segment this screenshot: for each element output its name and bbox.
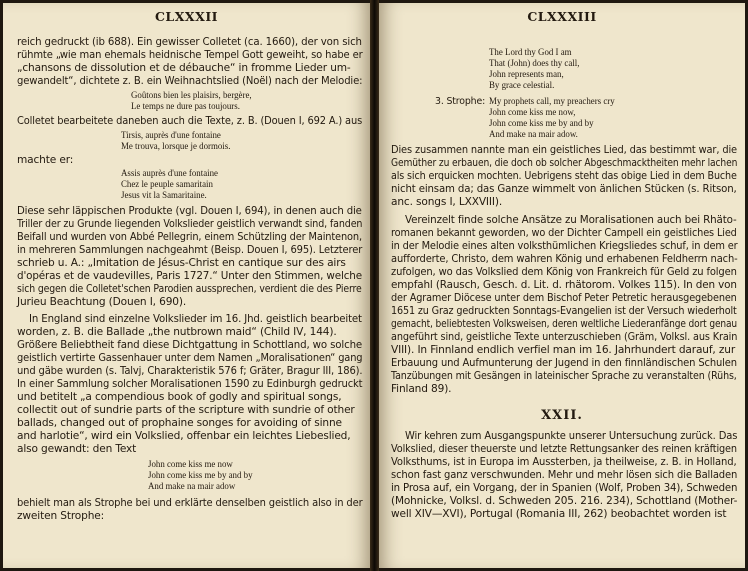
- text-line: nicht einsam da; das Ganze wimmelt von änlichen Stücken (s. Ritson,: [391, 183, 737, 195]
- verse-line: And make na mair adow.: [489, 129, 578, 139]
- text-line: romanen bekannt geworden, wo der Dichter Campell ein geistliches Lied: [391, 227, 737, 239]
- left-page-number: CLXXXII: [154, 9, 219, 24]
- text-line: and harlotie“, wird ein Volkslied, offenbar ein leichtes Liebeslied,: [17, 430, 351, 442]
- text-line: machte er:: [17, 154, 74, 166]
- verse-line: By grace celestial.: [489, 80, 555, 90]
- text-line: collectit out of sundrie parts of the scripture with sundrie of other: [17, 404, 355, 416]
- section-heading: XXII.: [541, 408, 583, 423]
- text-line: VIII). In Finnland endlich verfiel man im 16. Jahrhundert darauf, zur: [391, 344, 736, 356]
- verse-line: Le temps ne dure pas toujours.: [131, 101, 240, 111]
- text-line: sich gegen die Colletet'schen Parodien aussprechen, verdient die des Pierre: [17, 283, 362, 295]
- text-line: und betitelt „a compendious book of godly and spiritual songs,: [17, 391, 342, 403]
- text-line: behielt man als Strophe bei und erklärte denselben geistlich also in der: [17, 497, 363, 509]
- right-page-number: CLXXXIII: [527, 9, 597, 24]
- text-line: der Agramer Diöcese unter dem Bischof Peter Petretic herausgegebenen: [391, 292, 737, 304]
- verse-line: And make na mair adow: [148, 481, 236, 491]
- text-line: Gemüther zu erbauen, die doch ob solcher Abgeschmacktheiten mehr lachen: [391, 157, 738, 169]
- text-line: Vereinzelt finde solche Ansätze zu Moralisationen auch bei Rhäto-: [405, 214, 737, 226]
- verse-line: John come kiss me now,: [489, 107, 576, 117]
- text-line: Größere Beliebtheit fand diese Dichtgattung in Schottland, wo solche: [17, 339, 363, 351]
- text-line: (Mohnicke, Volksl. d. Schweden 205. 216. 234), Schottland (Mother-: [391, 495, 738, 507]
- text-line: Tanzübungen mit Gesängen in lateinischer Sprache zu veranstalten (Rühs,: [391, 370, 737, 382]
- verse-line: John come kiss me now: [148, 459, 233, 469]
- text-line: Diese sehr läppischen Produkte (vgl. Douen I, 694), in denen auch die: [17, 205, 362, 217]
- strophe-label: 3. Strophe:: [435, 96, 486, 107]
- text-line: Dies zusammen nannte man ein geistliches Lied, das bestimmt war, die: [391, 144, 737, 156]
- text-line: In einer Sammlung solcher Moralisationen 1590 zu Edinburgh gedruckt: [17, 378, 363, 390]
- verse-line: The Lord thy God I am: [489, 47, 572, 57]
- text-line: zufolgen, wo das Volkslied dem König von Frankreich für Geld zu folgen: [391, 266, 737, 278]
- text-line: in der Melodie eines alten volksthümlichen Kriegsliedes schuf, in dem er: [391, 240, 738, 252]
- text-line: anc. songs I, LXXVIII).: [391, 196, 503, 208]
- text-line: „chansons de dissolution et de débauche“ in fromme Lieder um-: [17, 62, 351, 74]
- text-line: Erbauung und Aufmunterung der Jugend in den finnländischen Schulen: [391, 357, 737, 369]
- text-line: Triller der zu Grunde liegenden Volkslieder geistlich verwandt sind, fanden: [17, 218, 363, 230]
- text-line: gemacht, beliebtesten Volksweisen, deren weltliche Liederanfänge dort genau: [391, 318, 738, 330]
- text-line: also gewandt: den Text: [17, 443, 137, 455]
- text-line: in Prosa auf, ein Vorgang, der in Spanien (Wolf, Proben 34), Schweden: [391, 482, 738, 494]
- text-line: ballads, changed out of prophaine songes for avoiding of sinne: [17, 417, 342, 429]
- text-line: rühmte „wie man ehemals heidnische Tempel Gott geweiht, so habe er: [17, 49, 363, 61]
- text-line: Beifall und wurden von Abbé Pellegrin, einem Schützling der Maintenon,: [17, 231, 362, 243]
- text-line: Jurieu Beachtung (Douen I, 690).: [17, 296, 187, 308]
- text-line: Volksthums, ist in Europa im Aussterben, ja theilweise, z. B. in Holland,: [391, 456, 737, 468]
- text-line: angeführt sind, geistliche Texte unterzuschieben (Gräm, Volksl. aus Krain: [391, 331, 738, 343]
- text-line: aufforderte, Christo, dem wahren König und erhabenen Feldherrn nach-: [391, 253, 738, 265]
- text-line: schon fast ganz verschwunden. Mehr und mehr lösen sich die Balladen: [391, 469, 738, 481]
- verse-line: Chez le peuple samaritain: [121, 179, 213, 189]
- verse-line: Jesus vit la Samaritaine.: [121, 190, 207, 200]
- text-line: Colletet bearbeitete daneben auch die Texte, z. B. (Douen I, 692 A.) aus: [17, 115, 363, 127]
- verse-line: Tirsis, auprès d'une fontaine: [121, 130, 221, 140]
- text-line: reich gedruckt (ib 688). Ein gewisser Colletet (ca. 1660), der von sich: [17, 36, 362, 48]
- text-line: geistlich vertirte Gassenhauer unter dem Namen „Moralisationen“ gang: [17, 352, 363, 364]
- verse-line: That (John) does thy call,: [489, 58, 580, 68]
- right-page: [379, 3, 745, 568]
- text-line: in mehreren Sammlungen nachgeahmt (Beisp. Douen I, 695). Letzterer: [17, 244, 363, 256]
- left-page: [3, 3, 370, 568]
- text-line: gewandelt“, dichtete z. B. ein Weihnachtslied (Noël) nach der Melodie:: [17, 75, 363, 87]
- verse-line: Me trouva, lorsque je dormois.: [121, 141, 231, 151]
- verse-line: John come kiss me by and by: [489, 118, 594, 128]
- verse-line: John represents man,: [489, 69, 564, 79]
- text-line: In England sind einzelne Volkslieder im 16. Jhd. geistlich bearbeitet: [29, 313, 362, 325]
- book-gutter: [370, 0, 379, 571]
- text-line: Wir kehren zum Ausgangspunkte unserer Untersuchung zurück. Das: [405, 430, 738, 442]
- text-line: zweiten Strophe:: [17, 510, 105, 522]
- text-line: Volkslied, dieser theuerste und letzte Rettungsanker des reinen kräftigen: [391, 443, 737, 455]
- text-line: als sich erquicken mochten. Uebrigens steht das obige Lied in dem Buche: [391, 170, 737, 182]
- text-line: Finland 89).: [391, 383, 452, 395]
- text-line: empfahl (Rausch, Gesch. d. Lit. d. rhätorom. Volkes 115). In den von: [391, 279, 737, 291]
- verse-line: Goûtons bien les plaisirs, bergère,: [131, 90, 252, 100]
- text-line: und gäbe wurden (s. Talvj, Charakteristik 576 f; Gräter, Bragur III, 186).: [17, 365, 363, 377]
- text-line: 1651 zu Graz gedruckten Sonntags-Evangelien ist der Versuch wiederholt: [391, 305, 737, 317]
- text-line: d'opéras et de vaudevilles, Paris 1727.“ Unter den Stimmen, welche: [17, 270, 362, 282]
- verse-line: John come kiss me by and by: [148, 470, 253, 480]
- verse-line: My prophets call, my preachers cry: [489, 96, 615, 106]
- verse-line: Assis auprès d'une fontaine: [121, 168, 218, 178]
- text-line: well XIV—XVI), Portugal (Romania III, 262) beobachtet worden ist: [391, 508, 727, 520]
- text-line: schrieb u. A.: „Imitation de Jésus-Christ en cantique sur des airs: [17, 257, 346, 269]
- text-line: worden, z. B. die Ballade „the nutbrown maid“ (Child IV, 144).: [17, 326, 337, 338]
